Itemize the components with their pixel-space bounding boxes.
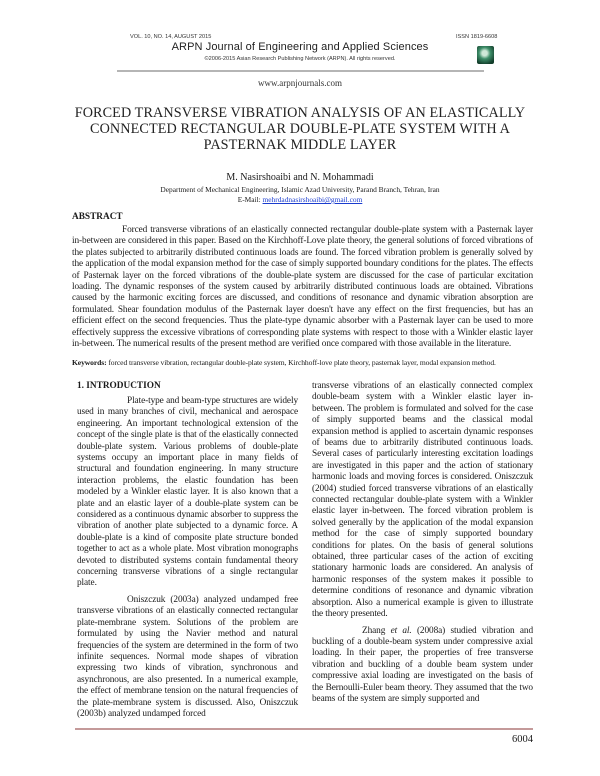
intro-paragraph-3: transverse vibrations of an elastically connected complex double-beam system with a Winkler elastic layer in-between. The problem is formulated and solved for the case of simply supported beams and the classical modal expansion method is applied to ascertain dynamic responses of beams due to arbitrarily distributed continuous loads. Several cases of particularly interesting excitation loadings are investigated in this paper and the action of stationary harmonic loads and moving forces is considered. Oniszczuk (2004) studied forced transverse vibrations of an elastically connected rectangular double-plate system with a Winkler elastic layer in-between. The forced vibration problem is solved generally by the application of the modal expansion method for the case of simply supported boundary conditions for plates. On the basis of general solutions obtained, three particular cases of the action of exciting stationary harmonic loads are considered. An analysis of harmonic responses of the system makes it possible to determine conditions of resonance and dynamic vibration absorption. Also a numerical example is given to illustrate the theory presented.: [312, 380, 533, 620]
introduction-heading: 1. INTRODUCTION: [77, 380, 161, 391]
email-link[interactable]: mehrdadnasirshoaibi@gmail.com: [262, 195, 363, 204]
keywords-text: forced transverse vibration, rectangular double-plate system, Kirchhoff-love plate theory, pasternak layer, modal expansion method.: [108, 358, 496, 368]
keywords: [72, 357, 533, 369]
website[interactable]: www.arpnjournals.com: [258, 78, 342, 88]
paper-title: FORCED TRANSVERSE VIBRATION ANALYSIS OF AN ELASTICALLY CONNECTED RECTANGULAR DOUBLE-PLATE SYSTEM WITH A PASTERNAK MIDDLE LAYER: [74, 105, 526, 153]
page-number: 6004: [512, 733, 533, 745]
intro-paragraph-4: [312, 626, 533, 706]
citation-etal: et al.: [390, 625, 412, 636]
copyright: ©2006-2015 Asian Research Publishing Network (ARPN). All rights reserved.: [204, 56, 396, 62]
affiliation: Department of Mechanical Engineering, Islamic Azad University, Parand Branch, Tehran, Iran: [160, 185, 440, 194]
footer-divider: [75, 728, 533, 730]
keywords-label: Keywords:: [72, 358, 107, 368]
body-columns: [72, 381, 533, 720]
left-column: [77, 381, 298, 720]
email-label: E-Mail:: [237, 195, 263, 204]
journal-title: ARPN Journal of Engineering and Applied Sciences: [171, 41, 429, 53]
right-column: [312, 381, 533, 720]
abstract-text: Forced transverse vibrations of an elastically connected rectangular double-plate system with a Pasternak layer in-between are considered in this paper. Based on the Kirchhoff-Love plate theory, the general solutions of forced vibrations of the plates subjected to arbitrarily distributed continuous loads are found. The forced vibration problem is generally solved by the application of the modal expansion method for the case of simply supported boundary conditions for the plates. The effects of Pasternak layer on the forced vibrations of the double-plate system are discussed for the case of particular excitation loading. The dynamic responses of the system caused by arbitrarily distributed continuous loads are obtained. Vibrations caused by the harmonic exciting forces are discussed, and conditions of resonance and dynamic vibration absorption are formulated. Shear foundation modulus of the Pasternak layer doesn't have any effect on the first frequencies, but has an efficient effect on the second frequencies. Thus the plate-type dynamic absorber with a Pasternak layer can be used to more effectively suppress the excessive vibrations of corresponding plate systems with respect to those with a Winkler elastic layer in-between. The numerical results of the present method are verified once compared with those available in the literature.: [72, 225, 533, 350]
header-divider: [117, 70, 484, 72]
intro-paragraph-2: Oniszczuk (2003a) analyzed undamped free transverse vibrations of an elastically connected rectangular plate-membrane system. Solutions of the problem are formulated by using the Navier method and natural frequencies of the system are determined in the form of two infinite sequences. Normal mode shapes of vibration expressing two kinds of vibration, synchronous and asynchronous, are also presented. In a numerical example, the effect of membrane tension on the natural frequencies of the plate-membrane system is discussed. Also, Oniszczuk (2003b) analyzed undamped forced: [77, 594, 298, 719]
authors: M. Nasirshoaibi and N. Mohammadi: [226, 172, 374, 183]
abstract-heading: ABSTRACT: [72, 212, 123, 222]
paragraph-4-text: (2008a) studied vibration and buckling of a double-beam system under compressive axial loading. In their paper, the properties of free transverse vibration and buckling of a double beam system under compressive axial loading are investigated on the basis of the Bernoulli-Euler beam theory. They assumed that the two beams of the system are simply supported and: [312, 625, 533, 704]
intro-paragraph-1: Plate-type and beam-type structures are widely used in many branches of civil, mechanical and aerospace engineering. An important technological extension of the concept of the single plate is that of the elastically connected double-plate system. Various problems of double-plate systems occupy an important place in many fields of structural and foundation engineering. In many structure interaction problems, the elastic foundation has been modeled by a Winkler elastic layer. It is also known that a plate and an elastic layer of a double-plate system can be considered as a continuous dynamic absorber to suppress the vibration of another plate subjected to a dynamic force. A double-plate is a kind of composite plate structure bonded together to act as a whole plate. Most vibration monographs devoted to distributed systems contain fundamental theory concerning transverse vibrations of a single rectangular plate.: [77, 395, 298, 589]
citation-author: Zhang: [362, 625, 391, 636]
journal-logo-icon: [477, 46, 494, 64]
issn: ISSN 1819-6608: [456, 34, 498, 40]
volume-info: VOL. 10, NO. 14, AUGUST 2015: [130, 34, 212, 40]
email-line: [0, 195, 600, 204]
main-content: [72, 212, 533, 751]
